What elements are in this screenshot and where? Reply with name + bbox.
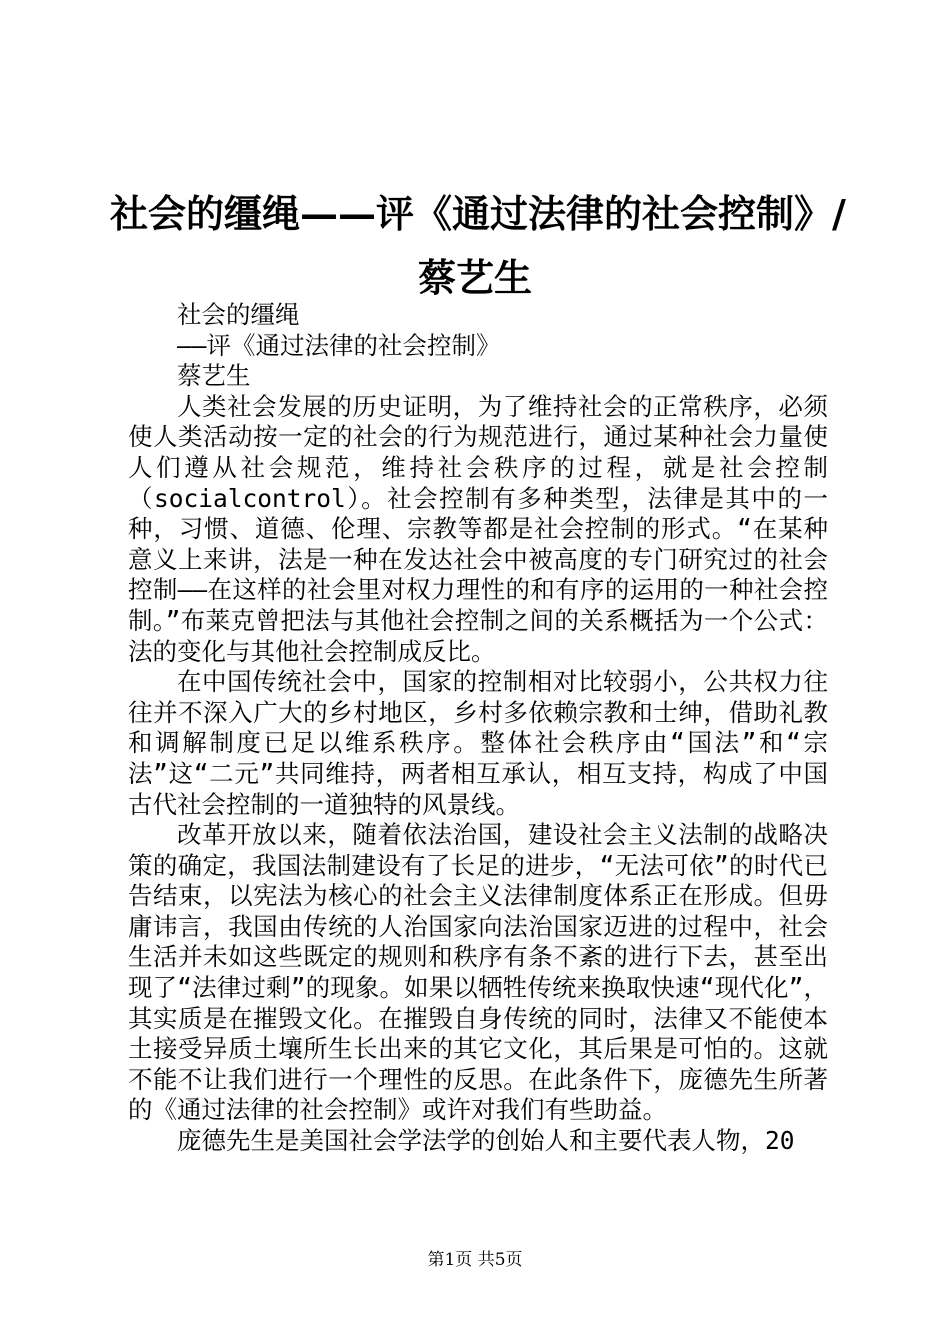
page-number: 第1页 共5页 [427,1250,523,1270]
subtitle-line-2: ——评《通过法律的社会控制》 [177,330,501,360]
document-title [110,182,846,310]
body-paragraph-3: 改革开放以来，随着依法治国，建设社会主义法制的战略决策的确定，我国法制建设有了长足的进步，“无法可依”的时代已告结束，以宪法为核心的社会主义法律制度体系正在形成。但毋庸讳言，我国由传统的人治国家向法治国家迈进的过程中，社会生活并未如这些既定的规则和秩序有条不紊的进行下去，甚至出现了“法律过剩”的现象。如果以牺牲传统来换取快速“现代化”，其实质是在摧毁文化。在摧毁自身传统的同时，法律又不能使本土接受异质土壤所生长出来的其它文化，其后果是可怕的。这就不能不让我们进行一个理性的反思。在此条件下，庞德先生所著的《通过法律的社会控制》或许对我们有些助益。 [128,820,828,1125]
body-paragraph-1: 人类社会发展的历史证明，为了维持社会的正常秩序，必须使人类活动按一定的社会的行为规范进行，通过某种社会力量使人们遵从社会规范，维持社会秩序的过程，就是社会控制（socialcontrol）。社会控制有多种类型，法律是其中的一种，习惯、道德、伦理、宗教等都是社会控制的形式。“在某种意义上来讲，法是一种在发达社会中被高度的专门研究过的社会控制——在这样的社会里对权力理性的和有序的运用的一种社会控制。”布莱克曾把法与其他社会控制之间的关系概括为一个公式：法的变化与其他社会控制成反比。 [128,391,828,666]
body-paragraph-2: 在中国传统社会中，国家的控制相对比较弱小，公共权力往往并不深入广大的乡村地区，乡村多依赖宗教和士绅，借助礼教和调解制度已足以维系秩序。整体社会秩序由“国法”和“宗法”这“二元”共同维持，两者相互承认，相互支持，构成了中国古代社会控制的一道独特的风景线。 [128,667,828,819]
document-body [128,300,828,1157]
body-paragraph-4: 庞德先生是美国社会学法学的创始人和主要代表人物，20 [177,1126,795,1156]
title-line-1: 社会的缰绳——评《通过法律的社会控制》/ [110,191,846,236]
page-footer [0,1245,950,1270]
author-name: 蔡艺生 [177,361,251,391]
subtitle-line-1: 社会的缰绳 [177,300,300,329]
title-line-2: 蔡艺生 [417,255,532,300]
